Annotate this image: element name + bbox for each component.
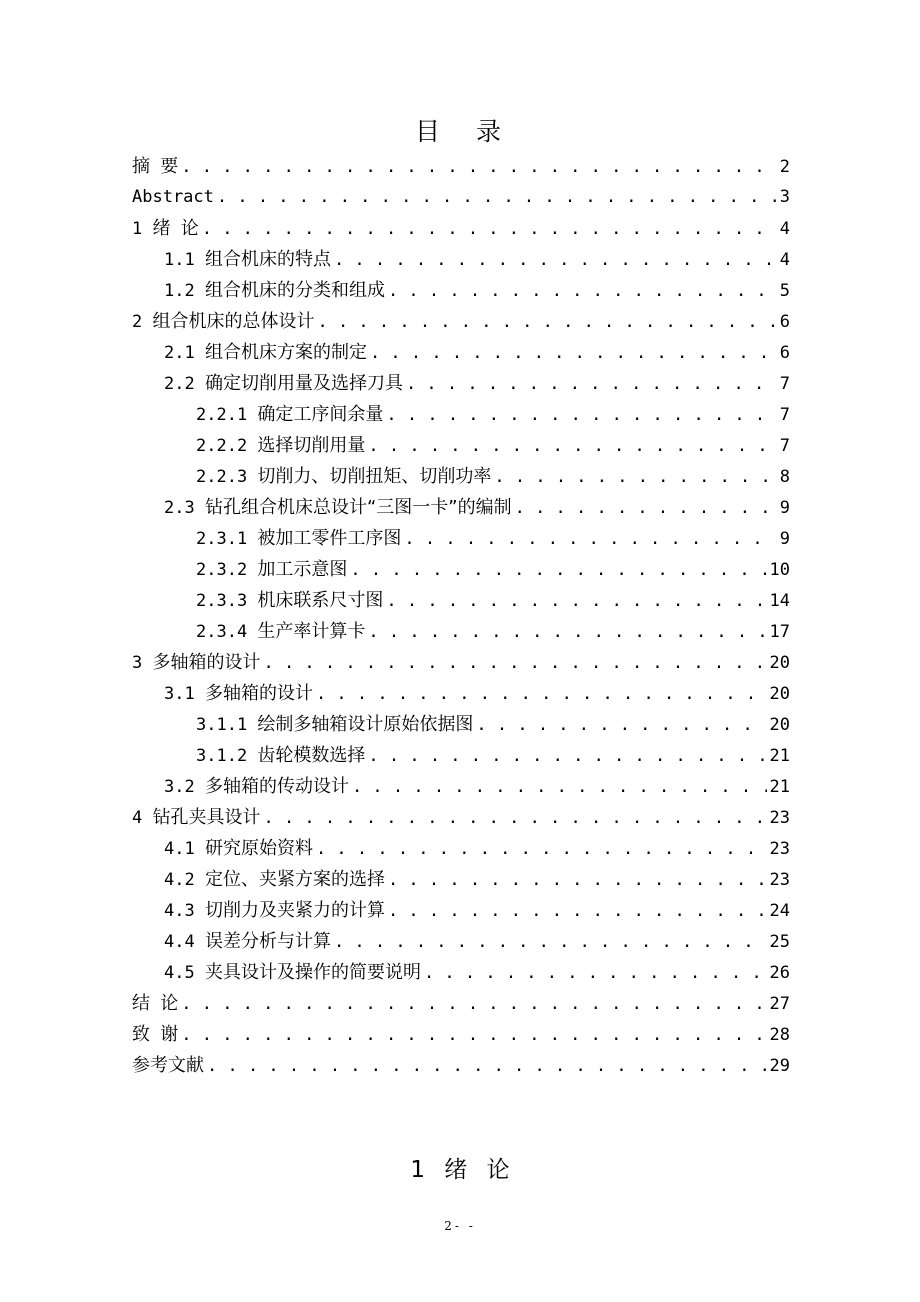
toc-entry[interactable] <box>132 306 790 337</box>
toc-entry-page: 4 <box>779 250 790 270</box>
toc-entry-label: 3.1.2 齿轮模数选择 <box>196 745 366 766</box>
toc-entry[interactable] <box>132 988 790 1019</box>
toc-entry-page: 25 <box>769 932 790 952</box>
toc-dot-leader <box>334 927 767 958</box>
toc-entry-page: 17 <box>769 622 790 642</box>
toc-dot-leader <box>207 1051 767 1082</box>
toc-entry-page: 26 <box>769 963 790 983</box>
toc-dot-leader <box>334 245 777 276</box>
toc-entry-label: 3.1 多轴箱的设计 <box>164 683 313 704</box>
toc-entry-page: 2 <box>779 157 790 177</box>
toc-entry-page: 9 <box>779 529 790 549</box>
toc-entry-label: 3.2 多轴箱的传动设计 <box>164 776 349 797</box>
toc-dot-leader <box>388 896 767 927</box>
toc-dot-leader <box>316 834 767 865</box>
toc-dot-leader <box>316 679 767 710</box>
toc-entry[interactable] <box>132 802 790 833</box>
toc-entry[interactable] <box>132 244 790 275</box>
toc-entry-page: 3 <box>779 187 790 207</box>
toc-entry-page: 4 <box>779 219 790 239</box>
toc-entry[interactable] <box>132 709 790 740</box>
toc-entry-label: 2.2.3 切削力、切削扭矩、切削功率 <box>196 466 492 487</box>
toc-dot-leader <box>263 648 766 679</box>
toc-entry-label: 2.3 钻孔组合机床总设计“三图一卡”的编制 <box>164 497 512 518</box>
toc-entry-page: 20 <box>769 684 790 704</box>
toc-dot-leader <box>317 307 776 338</box>
toc-entry-page: 29 <box>769 1056 790 1076</box>
toc-entry-label: 2.3.2 加工示意图 <box>196 559 348 580</box>
toc-entry-page: 14 <box>769 591 790 611</box>
toc-entry-page: 27 <box>769 994 790 1014</box>
toc-entry-label: 4.2 定位、夹紧方案的选择 <box>164 869 385 890</box>
toc-entry-label: 2.2.1 确定工序间余量 <box>196 404 384 425</box>
toc-dot-leader <box>181 152 777 183</box>
toc-entry-label: Abstract <box>132 187 214 207</box>
toc-entry-label: 2.2.2 选择切削用量 <box>196 435 366 456</box>
toc-entry[interactable] <box>132 337 790 368</box>
toc-dot-leader <box>217 182 777 213</box>
toc-entry[interactable] <box>132 275 790 306</box>
toc-entry[interactable] <box>132 151 790 182</box>
toc-entry-page: 5 <box>779 281 790 301</box>
toc-entry[interactable] <box>132 833 790 864</box>
toc-dot-leader <box>388 865 767 896</box>
toc-entry-label: 2.3.1 被加工零件工序图 <box>196 528 402 549</box>
toc-entry[interactable] <box>132 182 790 213</box>
toc-entry-page: 6 <box>779 343 790 363</box>
toc-dot-leader <box>352 772 767 803</box>
toc-dot-leader <box>476 710 766 741</box>
toc-entry-page: 7 <box>779 374 790 394</box>
toc-entry-page: 20 <box>769 653 790 673</box>
toc-entry-label: 1 绪 论 <box>132 218 199 239</box>
toc-entry[interactable] <box>132 461 790 492</box>
toc-entry-label: 2 组合机床的总体设计 <box>132 311 315 332</box>
toc-entry[interactable] <box>132 368 790 399</box>
toc-entry-page: 28 <box>769 1025 790 1045</box>
toc-entry-label: 致 谢 <box>132 1024 179 1045</box>
toc-entry-label: 1.2 组合机床的分类和组成 <box>164 280 385 301</box>
toc-entry-page: 21 <box>769 777 790 797</box>
toc-entry[interactable] <box>132 647 790 678</box>
toc-entry-label: 2.1 组合机床方案的制定 <box>164 342 367 363</box>
toc-dot-leader <box>368 741 766 772</box>
toc-entry-label: 2.3.3 机床联系尺寸图 <box>196 590 384 611</box>
toc-dot-leader <box>494 462 776 493</box>
toc-entry[interactable] <box>132 213 790 244</box>
toc-dot-leader <box>350 555 766 586</box>
toc-dot-leader <box>388 276 777 307</box>
toc-entry-label: 1.1 组合机床的特点 <box>164 249 331 270</box>
toc-entry[interactable] <box>132 740 790 771</box>
toc-entry-label: 摘 要 <box>132 156 179 177</box>
toc-dot-leader <box>386 400 776 431</box>
toc-title: 目 录 <box>415 117 515 146</box>
toc-entry-label: 4 钻孔夹具设计 <box>132 807 261 828</box>
toc-entry-page: 23 <box>769 839 790 859</box>
toc-dot-leader <box>404 524 776 555</box>
toc-entry-label: 4.5 夹具设计及操作的简要说明 <box>164 962 421 983</box>
toc-entry-page: 10 <box>769 560 790 580</box>
toc-entry-label: 2.3.4 生产率计算卡 <box>196 621 366 642</box>
table-of-contents <box>132 151 790 1081</box>
toc-entry[interactable] <box>132 399 790 430</box>
toc-entry[interactable] <box>132 1019 790 1050</box>
toc-entry-label: 参考文献 <box>132 1055 204 1076</box>
toc-entry-label: 3.1.1 绘制多轴箱设计原始依据图 <box>196 714 474 735</box>
toc-entry[interactable] <box>132 616 790 647</box>
toc-entry[interactable] <box>132 585 790 616</box>
toc-dot-leader <box>368 617 766 648</box>
toc-entry[interactable] <box>132 430 790 461</box>
toc-entry-page: 8 <box>779 467 790 487</box>
toc-entry-label: 4.3 切削力及夹紧力的计算 <box>164 900 385 921</box>
toc-entry[interactable] <box>132 771 790 802</box>
toc-entry-label: 结 论 <box>132 993 179 1014</box>
toc-dot-leader <box>368 431 776 462</box>
chapter-heading: 1 绪 论 <box>410 1157 516 1183</box>
toc-dot-leader <box>181 989 766 1020</box>
toc-entry[interactable] <box>132 678 790 709</box>
toc-dot-leader <box>370 338 777 369</box>
toc-entry-page: 23 <box>769 808 790 828</box>
toc-entry-label: 4.4 误差分析与计算 <box>164 931 331 952</box>
toc-dot-leader <box>424 958 767 989</box>
toc-dot-leader <box>202 214 777 245</box>
toc-entry-page: 23 <box>769 870 790 890</box>
toc-entry-page: 24 <box>769 901 790 921</box>
toc-dot-leader <box>181 1020 766 1051</box>
toc-dot-leader <box>515 493 777 524</box>
toc-dot-leader <box>406 369 777 400</box>
toc-entry-page: 7 <box>779 405 790 425</box>
toc-entry-page: 9 <box>779 498 790 518</box>
toc-entry[interactable] <box>132 957 790 988</box>
toc-entry-page: 7 <box>779 436 790 456</box>
toc-entry[interactable] <box>132 554 790 585</box>
toc-entry[interactable] <box>132 492 790 523</box>
toc-entry-page: 21 <box>769 746 790 766</box>
toc-entry[interactable] <box>132 1050 790 1081</box>
toc-entry-label: 4.1 研究原始资料 <box>164 838 313 859</box>
toc-entry-label: 2.2 确定切削用量及选择刀具 <box>164 373 403 394</box>
toc-entry[interactable] <box>132 895 790 926</box>
toc-dot-leader <box>386 586 766 617</box>
toc-entry[interactable] <box>132 926 790 957</box>
toc-entry-label: 3 多轴箱的设计 <box>132 652 261 673</box>
toc-entry-page: 6 <box>779 312 790 332</box>
toc-dot-leader <box>263 803 766 834</box>
toc-entry[interactable] <box>132 864 790 895</box>
toc-entry-page: 20 <box>769 715 790 735</box>
page-footer: 2- - <box>444 1219 476 1233</box>
toc-entry[interactable] <box>132 523 790 554</box>
